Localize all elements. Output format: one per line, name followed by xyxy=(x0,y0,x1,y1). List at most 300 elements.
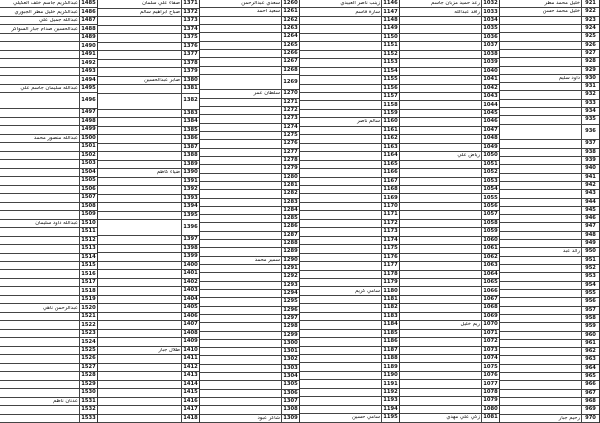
entry-number: 1527 xyxy=(79,364,97,371)
list-item xyxy=(0,347,97,355)
list-item xyxy=(98,0,199,9)
list-item xyxy=(0,211,97,219)
entry-number: 1175 xyxy=(381,245,399,252)
list-item xyxy=(200,190,299,198)
entry-number: 1161 xyxy=(381,127,399,134)
list-item xyxy=(0,364,97,372)
entry-number: 1062 xyxy=(481,254,499,261)
list-item xyxy=(98,169,199,178)
list-item xyxy=(300,338,399,346)
person-name: زينب ناصر العبيدي xyxy=(340,1,380,7)
entry-number: 1146 xyxy=(381,0,399,7)
entry-number: 1155 xyxy=(381,76,399,83)
list-item xyxy=(98,203,199,212)
list-item xyxy=(0,406,97,414)
list-item xyxy=(400,110,499,118)
entry-number: 1499 xyxy=(79,126,97,133)
entry-number: 1157 xyxy=(381,93,399,100)
list-item xyxy=(98,17,199,26)
entry-number: 1388 xyxy=(181,152,199,160)
list-item xyxy=(300,169,399,177)
list-item xyxy=(400,194,499,202)
list-item xyxy=(98,389,199,398)
entry-number: 927 xyxy=(581,50,599,57)
entry-number: 1504 xyxy=(79,169,97,176)
list-item xyxy=(98,186,199,195)
entry-number: 1280 xyxy=(281,174,299,181)
list-item xyxy=(200,315,299,323)
list-item xyxy=(300,321,399,329)
entry-number: 1418 xyxy=(181,415,199,423)
list-item xyxy=(500,232,599,240)
entry-number: 953 xyxy=(581,273,599,280)
list-item xyxy=(0,313,97,321)
list-item xyxy=(500,33,599,41)
entry-number: 1182 xyxy=(381,304,399,311)
entry-number: 1495 xyxy=(79,85,97,92)
entry-number: 1060 xyxy=(481,237,499,244)
entry-number: 1514 xyxy=(79,254,97,261)
list-item xyxy=(300,118,399,126)
list-item xyxy=(500,207,599,215)
entry-number: 1044 xyxy=(481,101,499,108)
list-item xyxy=(300,8,399,16)
list-item xyxy=(500,282,599,290)
entry-number: 1047 xyxy=(481,127,499,134)
list-item xyxy=(500,406,599,414)
list-item xyxy=(300,414,399,422)
person-name: رياض علي xyxy=(457,153,480,159)
entry-number: 1286 xyxy=(281,223,299,230)
list-item xyxy=(500,165,599,173)
entry-number: 1078 xyxy=(481,389,499,396)
person-name: رحيم جبار xyxy=(558,415,580,421)
list-item xyxy=(300,296,399,304)
list-item xyxy=(200,107,299,115)
entry-number: 1158 xyxy=(381,101,399,108)
entry-number: 1267 xyxy=(281,58,299,65)
list-item xyxy=(500,125,599,141)
list-item xyxy=(400,68,499,76)
entry-number: 1308 xyxy=(281,406,299,413)
list-item xyxy=(0,51,97,59)
entry-number: 964 xyxy=(581,365,599,372)
list-item xyxy=(500,315,599,323)
list-column xyxy=(400,0,500,423)
list-item xyxy=(500,240,599,248)
list-item xyxy=(200,182,299,190)
entry-number: 1285 xyxy=(281,215,299,222)
entry-number: 1407 xyxy=(181,321,199,329)
list-item xyxy=(300,279,399,287)
list-item xyxy=(500,390,599,398)
entry-number: 1409 xyxy=(181,338,199,346)
list-item xyxy=(300,220,399,228)
list-item xyxy=(0,279,97,287)
list-item xyxy=(200,273,299,281)
list-item xyxy=(98,338,199,347)
person-name: رعد حميد مزبان جاسم xyxy=(431,1,480,7)
person-name: عبدالله منصور محمد xyxy=(33,135,78,141)
entry-number: 925 xyxy=(581,33,599,40)
entry-number: 1305 xyxy=(281,381,299,388)
entry-number: 1374 xyxy=(181,26,199,34)
list-item xyxy=(300,34,399,42)
entry-number: 1036 xyxy=(481,34,499,41)
entry-number: 921 xyxy=(581,0,599,7)
entry-number: 1413 xyxy=(181,372,199,380)
list-item xyxy=(98,43,199,52)
entry-number: 1307 xyxy=(281,398,299,405)
entry-number: 1290 xyxy=(281,257,299,264)
entry-number: 1518 xyxy=(79,287,97,294)
list-item xyxy=(500,398,599,406)
entry-number: 1070 xyxy=(481,321,499,328)
list-item xyxy=(400,271,499,279)
entry-number: 1523 xyxy=(79,330,97,337)
list-item xyxy=(200,381,299,389)
entry-number: 1376 xyxy=(181,43,199,51)
entry-number: 931 xyxy=(581,83,599,90)
entry-number: 1271 xyxy=(281,99,299,106)
list-item xyxy=(500,0,599,8)
entry-number: 1160 xyxy=(381,118,399,125)
list-item xyxy=(400,220,499,228)
entry-number: 1295 xyxy=(281,298,299,305)
entry-number: 1147 xyxy=(381,8,399,15)
entry-number: 1529 xyxy=(79,381,97,388)
entry-number: 1371 xyxy=(181,0,199,8)
list-item xyxy=(98,178,199,187)
entry-number: 1150 xyxy=(381,34,399,41)
list-item xyxy=(400,296,499,304)
person-name: رافد عبدالله xyxy=(454,9,480,15)
list-column xyxy=(300,0,400,423)
list-item xyxy=(300,372,399,380)
list-item xyxy=(300,76,399,84)
entry-number: 1063 xyxy=(481,262,499,269)
list-item xyxy=(200,42,299,50)
entry-number: 1050 xyxy=(481,152,499,159)
list-item xyxy=(400,161,499,169)
list-item xyxy=(98,270,199,279)
entry-number: 1396 xyxy=(181,220,199,235)
list-item xyxy=(200,307,299,315)
list-item xyxy=(200,373,299,381)
list-item xyxy=(400,279,499,287)
list-item xyxy=(400,76,499,84)
list-item xyxy=(500,415,599,423)
entry-number: 1401 xyxy=(181,270,199,278)
list-item xyxy=(200,33,299,41)
person-name: سعدي عبدالرحمن xyxy=(241,1,280,7)
list-item xyxy=(400,228,499,236)
entry-number: 1296 xyxy=(281,307,299,314)
list-item xyxy=(300,389,399,397)
entry-number: 1046 xyxy=(481,118,499,125)
list-item xyxy=(0,0,97,8)
list-item xyxy=(98,279,199,288)
list-item xyxy=(0,186,97,194)
entry-number: 1390 xyxy=(181,169,199,177)
entry-number: 1051 xyxy=(481,161,499,168)
entry-number: 1163 xyxy=(381,144,399,151)
entry-number: 1080 xyxy=(481,406,499,413)
entry-number: 1278 xyxy=(281,157,299,164)
list-item xyxy=(300,110,399,118)
entry-number: 1183 xyxy=(381,313,399,320)
person-name: سمير محمد xyxy=(254,257,280,263)
list-item xyxy=(200,406,299,414)
list-item xyxy=(500,381,599,389)
entry-number: 1167 xyxy=(381,178,399,185)
entry-number: 1054 xyxy=(481,186,499,193)
entry-number: 1074 xyxy=(481,355,499,362)
list-item xyxy=(300,144,399,152)
entry-number: 1283 xyxy=(281,199,299,206)
list-item xyxy=(200,67,299,75)
list-item xyxy=(0,143,97,151)
entry-number: 1153 xyxy=(381,59,399,66)
list-item xyxy=(300,101,399,109)
entry-number: 1486 xyxy=(79,8,97,15)
list-item xyxy=(200,215,299,223)
list-item xyxy=(0,415,97,423)
entry-number: 1067 xyxy=(481,296,499,303)
entry-number: 1079 xyxy=(481,397,499,404)
list-item xyxy=(0,270,97,278)
list-item xyxy=(300,304,399,312)
list-item xyxy=(300,0,399,8)
entry-number: 1500 xyxy=(79,135,97,142)
entry-number: 1410 xyxy=(181,347,199,355)
entry-number: 1497 xyxy=(79,109,97,116)
entry-number: 1405 xyxy=(181,304,199,312)
list-item xyxy=(500,340,599,348)
entry-number: 1524 xyxy=(79,338,97,345)
person-name: طلال جبار xyxy=(158,347,180,353)
list-item xyxy=(0,17,97,25)
entry-number: 1299 xyxy=(281,332,299,339)
entry-number: 1383 xyxy=(181,110,199,118)
list-item xyxy=(300,211,399,219)
list-item xyxy=(500,17,599,25)
list-item xyxy=(0,254,97,262)
list-item xyxy=(300,287,399,295)
entry-number: 1273 xyxy=(281,115,299,122)
list-item xyxy=(300,355,399,363)
entry-number: 1393 xyxy=(181,195,199,203)
list-item xyxy=(98,26,199,35)
list-item xyxy=(300,127,399,135)
entry-number: 941 xyxy=(581,174,599,181)
list-item xyxy=(200,365,299,373)
list-item xyxy=(0,25,97,33)
entry-number: 1519 xyxy=(79,296,97,303)
list-item xyxy=(300,397,399,405)
list-item xyxy=(98,253,199,262)
list-item xyxy=(0,160,97,168)
entry-number: 1152 xyxy=(381,51,399,58)
list-item xyxy=(98,85,199,94)
list-item xyxy=(0,8,97,16)
entry-number: 1300 xyxy=(281,340,299,347)
entry-number: 1174 xyxy=(381,237,399,244)
entry-number: 1301 xyxy=(281,348,299,355)
list-item xyxy=(400,59,499,67)
entry-number: 1287 xyxy=(281,232,299,239)
entry-number: 1391 xyxy=(181,178,199,186)
list-item xyxy=(200,390,299,398)
entry-number: 1531 xyxy=(79,398,97,405)
entry-number: 949 xyxy=(581,240,599,247)
list-item xyxy=(500,157,599,165)
list-item xyxy=(400,186,499,194)
entry-number: 928 xyxy=(581,58,599,65)
entry-number: 1530 xyxy=(79,389,97,396)
person-name: سلطان عمر xyxy=(253,91,280,97)
list-item xyxy=(0,68,97,76)
list-item xyxy=(98,287,199,296)
list-item xyxy=(500,42,599,50)
list-item xyxy=(300,85,399,93)
entry-number: 936 xyxy=(581,125,599,140)
list-item xyxy=(98,9,199,18)
person-name: داود سليم xyxy=(558,75,580,81)
list-item xyxy=(98,94,199,110)
entry-number: 1148 xyxy=(381,17,399,24)
list-column xyxy=(200,0,300,423)
entry-number: 961 xyxy=(581,340,599,347)
list-item xyxy=(400,42,499,50)
list-item xyxy=(500,265,599,273)
entry-number: 1485 xyxy=(79,0,97,7)
list-item xyxy=(300,178,399,186)
entry-number: 932 xyxy=(581,91,599,98)
entry-number: 1189 xyxy=(381,363,399,370)
entry-number: 1264 xyxy=(281,33,299,40)
list-item xyxy=(400,389,499,397)
entry-number: 939 xyxy=(581,157,599,164)
entry-number: 1045 xyxy=(481,110,499,117)
entry-number: 1392 xyxy=(181,186,199,194)
person-name: عبدالكريم خليل مطر الجبوري xyxy=(14,9,78,15)
list-item xyxy=(0,228,97,236)
entry-number: 945 xyxy=(581,207,599,214)
entry-number: 1190 xyxy=(381,372,399,379)
list-item xyxy=(0,338,97,346)
entry-number: 1277 xyxy=(281,149,299,156)
entry-number: 947 xyxy=(581,223,599,230)
entry-number: 1187 xyxy=(381,347,399,354)
list-item xyxy=(98,152,199,161)
entry-number: 1516 xyxy=(79,270,97,277)
entry-number: 1261 xyxy=(281,8,299,15)
list-item xyxy=(200,140,299,148)
list-item xyxy=(300,254,399,262)
entry-number: 1279 xyxy=(281,165,299,172)
list-item xyxy=(200,174,299,182)
entry-number: 1173 xyxy=(381,228,399,235)
entry-number: 1533 xyxy=(79,415,97,422)
entry-number: 1056 xyxy=(481,203,499,210)
entry-number: 933 xyxy=(581,100,599,107)
person-name: خليل محمد حسن xyxy=(542,9,580,15)
entry-number: 1502 xyxy=(79,152,97,159)
entry-number: 1263 xyxy=(281,25,299,32)
entry-number: 970 xyxy=(581,415,599,422)
entry-number: 1491 xyxy=(79,51,97,58)
list-item xyxy=(400,414,499,422)
entry-number: 950 xyxy=(581,248,599,255)
entry-number: 1184 xyxy=(381,321,399,328)
list-item xyxy=(200,282,299,290)
entry-number: 1162 xyxy=(381,135,399,142)
entry-number: 1394 xyxy=(181,203,199,211)
entry-number: 1302 xyxy=(281,356,299,363)
list-item xyxy=(0,194,97,202)
entry-number: 1069 xyxy=(481,313,499,320)
list-item xyxy=(0,304,97,312)
entry-number: 1414 xyxy=(181,381,199,389)
list-item xyxy=(300,25,399,33)
entry-number: 1075 xyxy=(481,363,499,370)
list-item xyxy=(0,245,97,253)
entry-number: 1402 xyxy=(181,279,199,287)
entry-number: 1077 xyxy=(481,380,499,387)
entry-number: 1194 xyxy=(381,406,399,413)
entry-number: 1052 xyxy=(481,169,499,176)
list-item xyxy=(0,135,97,143)
list-column xyxy=(98,0,200,423)
entry-number: 1382 xyxy=(181,94,199,109)
list-item xyxy=(98,364,199,373)
list-item xyxy=(98,347,199,356)
list-item xyxy=(400,287,499,295)
list-item xyxy=(0,76,97,84)
entry-number: 1373 xyxy=(181,17,199,25)
entry-number: 1386 xyxy=(181,135,199,143)
list-item xyxy=(300,380,399,388)
list-item xyxy=(0,118,97,126)
person-name: عبدالكريم جاسم خلف العكيلي xyxy=(13,1,78,7)
entry-number: 1172 xyxy=(381,220,399,227)
list-item xyxy=(98,77,199,86)
entry-number: 1526 xyxy=(79,355,97,362)
list-item xyxy=(0,203,97,211)
list-item xyxy=(300,330,399,338)
list-item xyxy=(500,307,599,315)
entry-number: 1528 xyxy=(79,372,97,379)
list-item xyxy=(0,381,97,389)
entry-number: 951 xyxy=(581,257,599,264)
list-item xyxy=(500,174,599,182)
entry-number: 1165 xyxy=(381,161,399,168)
entry-number: 935 xyxy=(581,116,599,123)
entry-number: 1411 xyxy=(181,355,199,363)
list-item xyxy=(300,347,399,355)
list-item xyxy=(98,304,199,313)
list-item xyxy=(200,157,299,165)
list-item xyxy=(300,203,399,211)
person-name: سامي حسين xyxy=(351,415,380,421)
list-item xyxy=(0,85,97,93)
list-item xyxy=(300,262,399,270)
list-item xyxy=(200,332,299,340)
list-item xyxy=(0,126,97,134)
entry-number: 1276 xyxy=(281,140,299,147)
list-item xyxy=(400,313,499,321)
